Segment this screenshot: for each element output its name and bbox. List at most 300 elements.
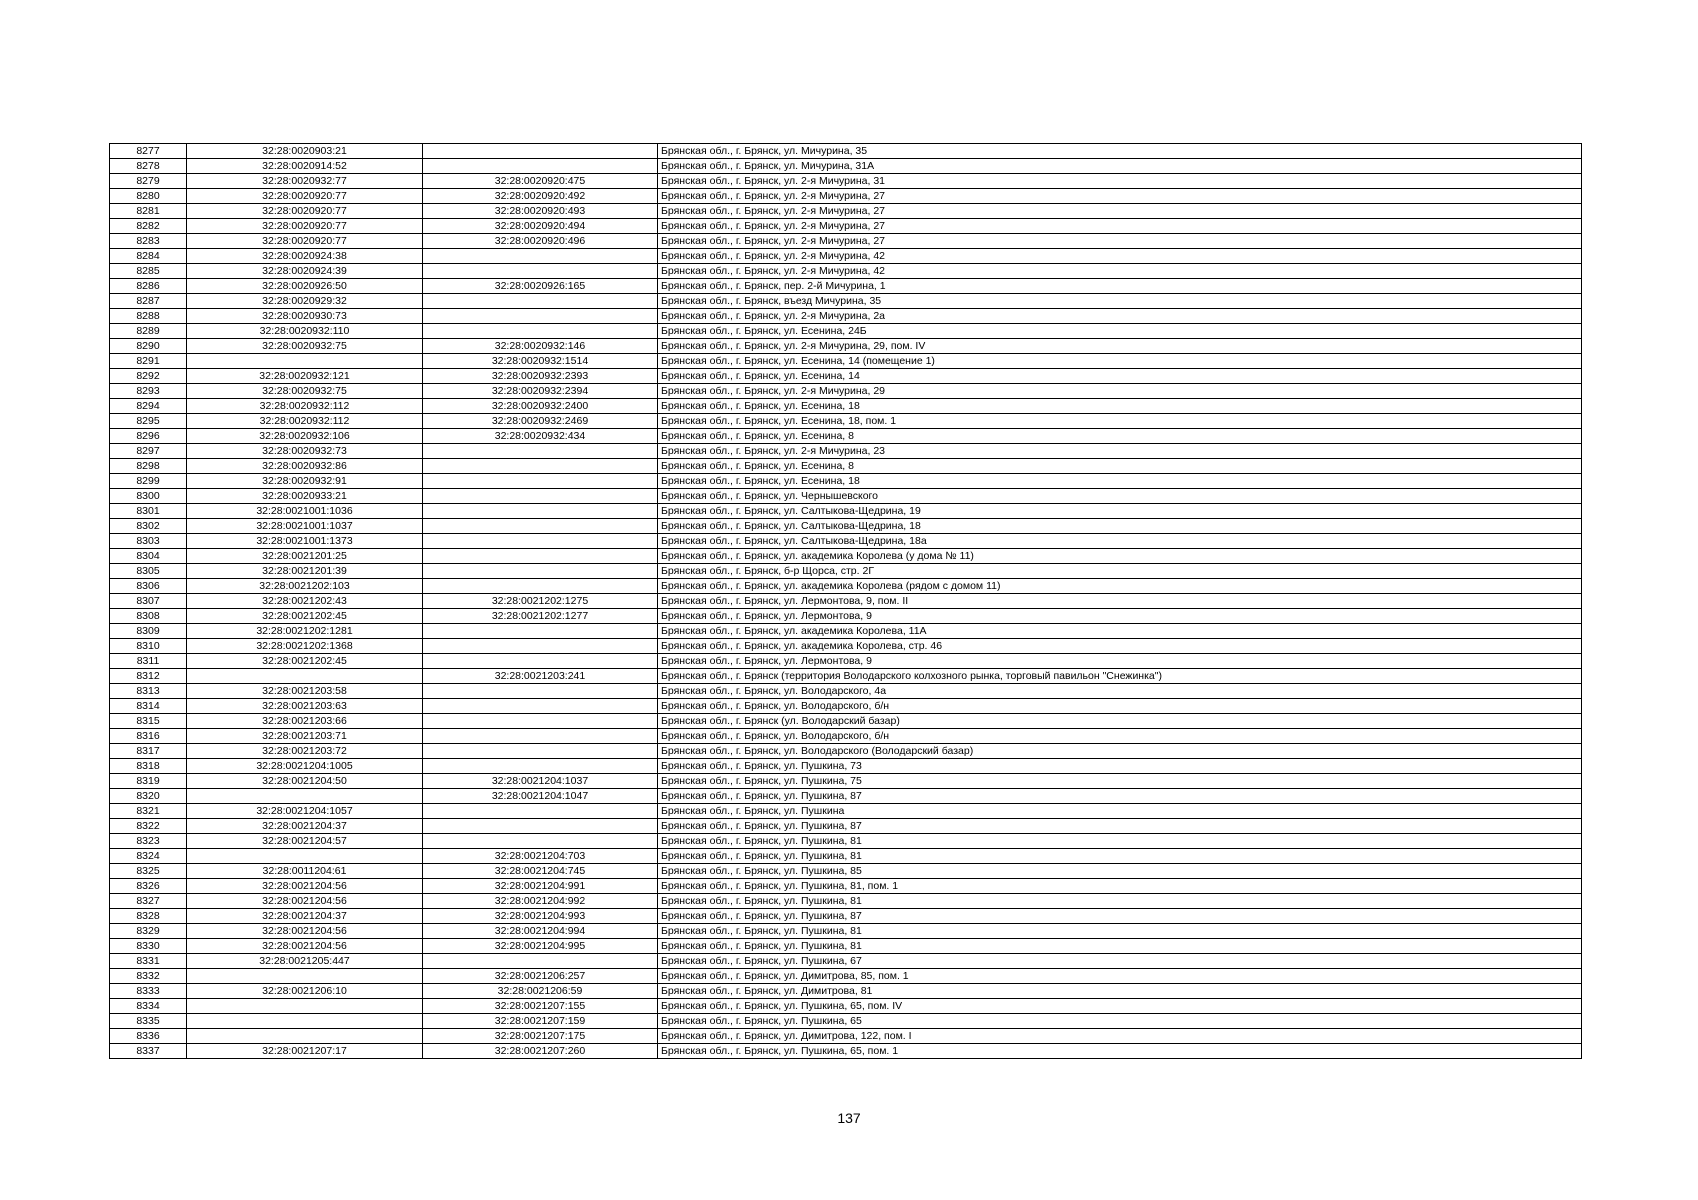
table-row <box>110 654 1582 669</box>
address-cell: Брянская обл., г. Брянск (территория Володарского колхозного рынка, торговый павильон "Снежинка") <box>658 669 1582 684</box>
table-row <box>110 894 1582 909</box>
table-row <box>110 489 1582 504</box>
table-row <box>110 684 1582 699</box>
land-cadastral-number-cell: 32:28:0020930:73 <box>187 309 423 324</box>
address-cell: Брянская обл., г. Брянск, ул. академика Королева (у дома № 11) <box>658 549 1582 564</box>
table-row <box>110 744 1582 759</box>
object-cadastral-number-cell <box>423 564 658 579</box>
table-row <box>110 294 1582 309</box>
object-cadastral-number-cell <box>423 549 658 564</box>
object-cadastral-number-cell <box>423 144 658 159</box>
land-cadastral-number-cell: 32:28:0021204:37 <box>187 909 423 924</box>
object-cadastral-number-cell: 32:28:0020920:492 <box>423 189 658 204</box>
address-cell: Брянская обл., г. Брянск, ул. Салтыкова-Щедрина, 18 <box>658 519 1582 534</box>
object-cadastral-number-cell: 32:28:0021204:994 <box>423 924 658 939</box>
address-cell: Брянская обл., г. Брянск, ул. Есенина, 14 <box>658 369 1582 384</box>
row-number-cell: 8324 <box>110 849 187 864</box>
table-row <box>110 609 1582 624</box>
object-cadastral-number-cell: 32:28:0020920:475 <box>423 174 658 189</box>
row-number-cell: 8299 <box>110 474 187 489</box>
land-cadastral-number-cell: 32:28:0021204:1057 <box>187 804 423 819</box>
table-row <box>110 324 1582 339</box>
object-cadastral-number-cell: 32:28:0021204:1047 <box>423 789 658 804</box>
land-cadastral-number-cell: 32:28:0021203:63 <box>187 699 423 714</box>
address-cell: Брянская обл., г. Брянск, б-р Щорса, стр. 2Г <box>658 564 1582 579</box>
address-cell: Брянская обл., г. Брянск, ул. Пушкина, 67 <box>658 954 1582 969</box>
object-cadastral-number-cell: 32:28:0021207:260 <box>423 1044 658 1059</box>
object-cadastral-number-cell: 32:28:0020932:434 <box>423 429 658 444</box>
row-number-cell: 8327 <box>110 894 187 909</box>
row-number-cell: 8302 <box>110 519 187 534</box>
table-row <box>110 534 1582 549</box>
table-row <box>110 924 1582 939</box>
address-cell: Брянская обл., г. Брянск, ул. Володарского, б/н <box>658 699 1582 714</box>
address-cell: Брянская обл., г. Брянск, ул. Пушкина, 73 <box>658 759 1582 774</box>
table-row <box>110 954 1582 969</box>
address-cell: Брянская обл., г. Брянск, ул. Есенина, 8 <box>658 429 1582 444</box>
row-number-cell: 8277 <box>110 144 187 159</box>
address-cell: Брянская обл., г. Брянск, ул. 2-я Мичурина, 27 <box>658 204 1582 219</box>
land-cadastral-number-cell: 32:28:0021202:103 <box>187 579 423 594</box>
address-cell: Брянская обл., г. Брянск, ул. академика Королева, 11А <box>658 624 1582 639</box>
object-cadastral-number-cell: 32:28:0021207:155 <box>423 999 658 1014</box>
row-number-cell: 8294 <box>110 399 187 414</box>
table-row <box>110 864 1582 879</box>
object-cadastral-number-cell <box>423 639 658 654</box>
address-cell: Брянская обл., г. Брянск, ул. Пушкина, 81 <box>658 849 1582 864</box>
object-cadastral-number-cell: 32:28:0021207:159 <box>423 1014 658 1029</box>
object-cadastral-number-cell: 32:28:0021206:257 <box>423 969 658 984</box>
row-number-cell: 8326 <box>110 879 187 894</box>
row-number-cell: 8320 <box>110 789 187 804</box>
row-number-cell: 8298 <box>110 459 187 474</box>
land-cadastral-number-cell: 32:28:0020932:75 <box>187 339 423 354</box>
row-number-cell: 8289 <box>110 324 187 339</box>
object-cadastral-number-cell: 32:28:0020920:494 <box>423 219 658 234</box>
land-cadastral-number-cell: 32:28:0021202:45 <box>187 609 423 624</box>
row-number-cell: 8315 <box>110 714 187 729</box>
land-cadastral-number-cell: 32:28:0020932:121 <box>187 369 423 384</box>
table-row <box>110 1014 1582 1029</box>
row-number-cell: 8336 <box>110 1029 187 1044</box>
land-cadastral-number-cell: 32:28:0021203:72 <box>187 744 423 759</box>
table-row <box>110 699 1582 714</box>
row-number-cell: 8280 <box>110 189 187 204</box>
land-cadastral-number-cell: 32:28:0021202:45 <box>187 654 423 669</box>
row-number-cell: 8314 <box>110 699 187 714</box>
address-cell: Брянская обл., г. Брянск, ул. Есенина, 14 (помещение 1) <box>658 354 1582 369</box>
row-number-cell: 8323 <box>110 834 187 849</box>
row-number-cell: 8295 <box>110 414 187 429</box>
row-number-cell: 8313 <box>110 684 187 699</box>
land-cadastral-number-cell <box>187 1029 423 1044</box>
row-number-cell: 8292 <box>110 369 187 384</box>
object-cadastral-number-cell <box>423 444 658 459</box>
address-cell: Брянская обл., г. Брянск, ул. академика Королева (рядом с домом 11) <box>658 579 1582 594</box>
object-cadastral-number-cell: 32:28:0020932:146 <box>423 339 658 354</box>
row-number-cell: 8318 <box>110 759 187 774</box>
address-cell: Брянская обл., г. Брянск, ул. Володарского (Володарский базар) <box>658 744 1582 759</box>
row-number-cell: 8288 <box>110 309 187 324</box>
object-cadastral-number-cell: 32:28:0021202:1277 <box>423 609 658 624</box>
row-number-cell: 8301 <box>110 504 187 519</box>
row-number-cell: 8325 <box>110 864 187 879</box>
row-number-cell: 8291 <box>110 354 187 369</box>
land-cadastral-number-cell: 32:28:0021207:17 <box>187 1044 423 1059</box>
address-cell: Брянская обл., г. Брянск, ул. Володарского, б/н <box>658 729 1582 744</box>
table-row <box>110 774 1582 789</box>
land-cadastral-number-cell: 32:28:0021202:43 <box>187 594 423 609</box>
land-cadastral-number-cell: 32:28:0020924:39 <box>187 264 423 279</box>
page-number: 137 <box>837 1110 861 1126</box>
land-cadastral-number-cell: 32:28:0021001:1373 <box>187 534 423 549</box>
row-number-cell: 8290 <box>110 339 187 354</box>
object-cadastral-number-cell: 32:28:0021204:992 <box>423 894 658 909</box>
address-cell: Брянская обл., г. Брянск, ул. Пушкина, 65, пом. 1 <box>658 1044 1582 1059</box>
land-cadastral-number-cell: 32:28:0020920:77 <box>187 219 423 234</box>
land-cadastral-number-cell: 32:28:0020920:77 <box>187 189 423 204</box>
address-cell: Брянская обл., г. Брянск, ул. 2-я Мичурина, 27 <box>658 219 1582 234</box>
land-cadastral-number-cell: 32:28:0020932:91 <box>187 474 423 489</box>
table-row <box>110 969 1582 984</box>
object-cadastral-number-cell: 32:28:0021202:1275 <box>423 594 658 609</box>
land-cadastral-number-cell: 32:28:0020929:32 <box>187 294 423 309</box>
object-cadastral-number-cell: 32:28:0021206:59 <box>423 984 658 999</box>
land-cadastral-number-cell <box>187 354 423 369</box>
address-cell: Брянская обл., г. Брянск, ул. 2-я Мичурина, 27 <box>658 189 1582 204</box>
object-cadastral-number-cell: 32:28:0021204:995 <box>423 939 658 954</box>
object-cadastral-number-cell <box>423 759 658 774</box>
address-cell: Брянская обл., г. Брянск, ул. Димитрова, 81 <box>658 984 1582 999</box>
land-cadastral-number-cell: 32:28:0020932:75 <box>187 384 423 399</box>
land-cadastral-number-cell: 32:28:0021205:447 <box>187 954 423 969</box>
row-number-cell: 8311 <box>110 654 187 669</box>
object-cadastral-number-cell <box>423 654 658 669</box>
object-cadastral-number-cell <box>423 834 658 849</box>
object-cadastral-number-cell <box>423 744 658 759</box>
row-number-cell: 8305 <box>110 564 187 579</box>
object-cadastral-number-cell: 32:28:0021204:745 <box>423 864 658 879</box>
table-row <box>110 159 1582 174</box>
address-cell: Брянская обл., г. Брянск, ул. Лермонтова, 9 <box>658 654 1582 669</box>
table-row <box>110 1029 1582 1044</box>
table-row <box>110 519 1582 534</box>
table-row <box>110 474 1582 489</box>
table-row <box>110 444 1582 459</box>
land-cadastral-number-cell <box>187 999 423 1014</box>
table-row <box>110 789 1582 804</box>
table-row <box>110 264 1582 279</box>
row-number-cell: 8333 <box>110 984 187 999</box>
table-row <box>110 369 1582 384</box>
table-row <box>110 714 1582 729</box>
object-cadastral-number-cell: 32:28:0020932:2393 <box>423 369 658 384</box>
table-row <box>110 144 1582 159</box>
table-row <box>110 1044 1582 1059</box>
address-cell: Брянская обл., г. Брянск, ул. Чернышевского <box>658 489 1582 504</box>
land-cadastral-number-cell: 32:28:0021001:1037 <box>187 519 423 534</box>
address-cell: Брянская обл., г. Брянск, ул. Мичурина, 31А <box>658 159 1582 174</box>
address-cell: Брянская обл., г. Брянск, ул. Пушкина, 81 <box>658 924 1582 939</box>
object-cadastral-number-cell: 32:28:0021204:1037 <box>423 774 658 789</box>
land-cadastral-number-cell: 32:28:0020903:21 <box>187 144 423 159</box>
row-number-cell: 8300 <box>110 489 187 504</box>
land-cadastral-number-cell: 32:28:0021206:10 <box>187 984 423 999</box>
object-cadastral-number-cell: 32:28:0021204:991 <box>423 879 658 894</box>
address-cell: Брянская обл., г. Брянск, ул. 2-я Мичурина, 42 <box>658 264 1582 279</box>
land-cadastral-number-cell: 32:28:0020933:21 <box>187 489 423 504</box>
object-cadastral-number-cell: 32:28:0020920:493 <box>423 204 658 219</box>
table-row <box>110 219 1582 234</box>
table-row <box>110 204 1582 219</box>
land-cadastral-number-cell <box>187 1014 423 1029</box>
row-number-cell: 8328 <box>110 909 187 924</box>
row-number-cell: 8330 <box>110 939 187 954</box>
land-cadastral-number-cell: 32:28:0021201:39 <box>187 564 423 579</box>
land-cadastral-number-cell: 32:28:0021202:1368 <box>187 639 423 654</box>
row-number-cell: 8335 <box>110 1014 187 1029</box>
row-number-cell: 8278 <box>110 159 187 174</box>
table-row <box>110 354 1582 369</box>
table-row <box>110 279 1582 294</box>
row-number-cell: 8284 <box>110 249 187 264</box>
row-number-cell: 8282 <box>110 219 187 234</box>
row-number-cell: 8306 <box>110 579 187 594</box>
address-cell: Брянская обл., г. Брянск, ул. академика Королева, стр. 46 <box>658 639 1582 654</box>
address-cell: Брянская обл., г. Брянск, ул. 2-я Мичурина, 2а <box>658 309 1582 324</box>
land-cadastral-number-cell: 32:28:0020914:52 <box>187 159 423 174</box>
object-cadastral-number-cell <box>423 489 658 504</box>
table-row <box>110 564 1582 579</box>
table-row <box>110 174 1582 189</box>
address-cell: Брянская обл., г. Брянск, ул. Пушкина, 75 <box>658 774 1582 789</box>
object-cadastral-number-cell <box>423 459 658 474</box>
land-cadastral-number-cell: 32:28:0021203:66 <box>187 714 423 729</box>
object-cadastral-number-cell <box>423 159 658 174</box>
object-cadastral-number-cell <box>423 579 658 594</box>
row-number-cell: 8322 <box>110 819 187 834</box>
address-cell: Брянская обл., г. Брянск, ул. Есенина, 24Б <box>658 324 1582 339</box>
object-cadastral-number-cell: 32:28:0020926:165 <box>423 279 658 294</box>
address-cell: Брянская обл., г. Брянск, ул. Есенина, 18 <box>658 474 1582 489</box>
land-cadastral-number-cell: 32:28:0021204:56 <box>187 924 423 939</box>
object-cadastral-number-cell: 32:28:0021204:703 <box>423 849 658 864</box>
land-cadastral-number-cell: 32:28:0020926:50 <box>187 279 423 294</box>
land-cadastral-number-cell: 32:28:0021203:58 <box>187 684 423 699</box>
land-cadastral-number-cell: 32:28:0020920:77 <box>187 204 423 219</box>
object-cadastral-number-cell <box>423 624 658 639</box>
address-cell: Брянская обл., г. Брянск, ул. 2-я Мичурина, 31 <box>658 174 1582 189</box>
row-number-cell: 8287 <box>110 294 187 309</box>
table-row <box>110 234 1582 249</box>
land-cadastral-number-cell: 32:28:0021204:57 <box>187 834 423 849</box>
table-row <box>110 909 1582 924</box>
table-row <box>110 669 1582 684</box>
address-cell: Брянская обл., г. Брянск, ул. Лермонтова, 9, пом. II <box>658 594 1582 609</box>
row-number-cell: 8279 <box>110 174 187 189</box>
land-cadastral-number-cell: 32:28:0021204:1005 <box>187 759 423 774</box>
object-cadastral-number-cell: 32:28:0020932:2469 <box>423 414 658 429</box>
address-cell: Брянская обл., г. Брянск, ул. Салтыкова-Щедрина, 18а <box>658 534 1582 549</box>
address-cell: Брянская обл., г. Брянск, ул. 2-я Мичурина, 29, пом. IV <box>658 339 1582 354</box>
address-cell: Брянская обл., г. Брянск, ул. 2-я Мичурина, 27 <box>658 234 1582 249</box>
table-row <box>110 309 1582 324</box>
table-row <box>110 999 1582 1014</box>
row-number-cell: 8297 <box>110 444 187 459</box>
address-cell: Брянская обл., г. Брянск, ул. Мичурина, 35 <box>658 144 1582 159</box>
table-row <box>110 549 1582 564</box>
table-row <box>110 384 1582 399</box>
row-number-cell: 8285 <box>110 264 187 279</box>
object-cadastral-number-cell <box>423 804 658 819</box>
registry-table <box>109 143 1582 1059</box>
land-cadastral-number-cell <box>187 669 423 684</box>
object-cadastral-number-cell: 32:28:0021204:993 <box>423 909 658 924</box>
address-cell: Брянская обл., г. Брянск, ул. Димитрова, 122, пом. I <box>658 1029 1582 1044</box>
table-row <box>110 414 1582 429</box>
address-cell: Брянская обл., г. Брянск, пер. 2-й Мичурина, 1 <box>658 279 1582 294</box>
object-cadastral-number-cell <box>423 324 658 339</box>
address-cell: Брянская обл., г. Брянск, ул. Пушкина, 87 <box>658 789 1582 804</box>
address-cell: Брянская обл., г. Брянск, ул. Есенина, 18, пом. 1 <box>658 414 1582 429</box>
object-cadastral-number-cell <box>423 534 658 549</box>
address-cell: Брянская обл., г. Брянск, ул. 2-я Мичурина, 23 <box>658 444 1582 459</box>
land-cadastral-number-cell: 32:28:0020932:106 <box>187 429 423 444</box>
row-number-cell: 8309 <box>110 624 187 639</box>
address-cell: Брянская обл., г. Брянск, ул. Есенина, 18 <box>658 399 1582 414</box>
land-cadastral-number-cell: 32:28:0021204:37 <box>187 819 423 834</box>
table-row <box>110 429 1582 444</box>
table-row <box>110 834 1582 849</box>
row-number-cell: 8321 <box>110 804 187 819</box>
row-number-cell: 8312 <box>110 669 187 684</box>
object-cadastral-number-cell: 32:28:0021203:241 <box>423 669 658 684</box>
land-cadastral-number-cell: 32:28:0020932:77 <box>187 174 423 189</box>
land-cadastral-number-cell: 32:28:0020932:112 <box>187 399 423 414</box>
row-number-cell: 8304 <box>110 549 187 564</box>
object-cadastral-number-cell: 32:28:0020932:2394 <box>423 384 658 399</box>
address-cell: Брянская обл., г. Брянск, въезд Мичурина, 35 <box>658 294 1582 309</box>
object-cadastral-number-cell <box>423 309 658 324</box>
address-cell: Брянская обл., г. Брянск, ул. Пушкина, 81 <box>658 939 1582 954</box>
table-row <box>110 579 1582 594</box>
address-cell: Брянская обл., г. Брянск, ул. Салтыкова-Щедрина, 19 <box>658 504 1582 519</box>
address-cell: Брянская обл., г. Брянск, ул. Лермонтова, 9 <box>658 609 1582 624</box>
table-row <box>110 249 1582 264</box>
row-number-cell: 8317 <box>110 744 187 759</box>
land-cadastral-number-cell: 32:28:0011204:61 <box>187 864 423 879</box>
address-cell: Брянская обл., г. Брянск, ул. Володарского, 4а <box>658 684 1582 699</box>
table-row <box>110 729 1582 744</box>
object-cadastral-number-cell <box>423 294 658 309</box>
address-cell: Брянская обл., г. Брянск, ул. Пушкина, 85 <box>658 864 1582 879</box>
registry-table-body <box>110 144 1582 1059</box>
row-number-cell: 8319 <box>110 774 187 789</box>
object-cadastral-number-cell: 32:28:0021207:175 <box>423 1029 658 1044</box>
address-cell: Брянская обл., г. Брянск (ул. Володарский базар) <box>658 714 1582 729</box>
land-cadastral-number-cell: 32:28:0021203:71 <box>187 729 423 744</box>
land-cadastral-number-cell: 32:28:0020932:86 <box>187 459 423 474</box>
table-row <box>110 939 1582 954</box>
row-number-cell: 8310 <box>110 639 187 654</box>
land-cadastral-number-cell: 32:28:0020924:38 <box>187 249 423 264</box>
object-cadastral-number-cell <box>423 699 658 714</box>
land-cadastral-number-cell: 32:28:0021204:56 <box>187 939 423 954</box>
row-number-cell: 8281 <box>110 204 187 219</box>
land-cadastral-number-cell: 32:28:0021202:1281 <box>187 624 423 639</box>
land-cadastral-number-cell: 32:28:0021201:25 <box>187 549 423 564</box>
address-cell: Брянская обл., г. Брянск, ул. Пушкина, 65 <box>658 1014 1582 1029</box>
land-cadastral-number-cell: 32:28:0020932:110 <box>187 324 423 339</box>
object-cadastral-number-cell <box>423 729 658 744</box>
object-cadastral-number-cell: 32:28:0020920:496 <box>423 234 658 249</box>
land-cadastral-number-cell <box>187 969 423 984</box>
row-number-cell: 8316 <box>110 729 187 744</box>
row-number-cell: 8307 <box>110 594 187 609</box>
object-cadastral-number-cell <box>423 714 658 729</box>
row-number-cell: 8308 <box>110 609 187 624</box>
object-cadastral-number-cell <box>423 519 658 534</box>
table-row <box>110 459 1582 474</box>
table-row <box>110 759 1582 774</box>
table-row <box>110 849 1582 864</box>
table-row <box>110 879 1582 894</box>
object-cadastral-number-cell <box>423 474 658 489</box>
object-cadastral-number-cell <box>423 504 658 519</box>
land-cadastral-number-cell: 32:28:0021001:1036 <box>187 504 423 519</box>
table-row <box>110 504 1582 519</box>
address-cell: Брянская обл., г. Брянск, ул. Пушкина, 81 <box>658 834 1582 849</box>
row-number-cell: 8331 <box>110 954 187 969</box>
object-cadastral-number-cell: 32:28:0020932:2400 <box>423 399 658 414</box>
address-cell: Брянская обл., г. Брянск, ул. 2-я Мичурина, 29 <box>658 384 1582 399</box>
row-number-cell: 8337 <box>110 1044 187 1059</box>
row-number-cell: 8296 <box>110 429 187 444</box>
table-row <box>110 804 1582 819</box>
land-cadastral-number-cell: 32:28:0021204:50 <box>187 774 423 789</box>
row-number-cell: 8329 <box>110 924 187 939</box>
object-cadastral-number-cell <box>423 264 658 279</box>
land-cadastral-number-cell: 32:28:0020932:73 <box>187 444 423 459</box>
table-row <box>110 189 1582 204</box>
address-cell: Брянская обл., г. Брянск, ул. Пушкина, 81, пом. 1 <box>658 879 1582 894</box>
row-number-cell: 8293 <box>110 384 187 399</box>
object-cadastral-number-cell: 32:28:0020932:1514 <box>423 354 658 369</box>
address-cell: Брянская обл., г. Брянск, ул. Есенина, 8 <box>658 459 1582 474</box>
object-cadastral-number-cell <box>423 684 658 699</box>
land-cadastral-number-cell <box>187 789 423 804</box>
table-row <box>110 339 1582 354</box>
land-cadastral-number-cell: 32:28:0021204:56 <box>187 894 423 909</box>
address-cell: Брянская обл., г. Брянск, ул. Пушкина, 81 <box>658 894 1582 909</box>
table-row <box>110 624 1582 639</box>
land-cadastral-number-cell: 32:28:0020920:77 <box>187 234 423 249</box>
land-cadastral-number-cell: 32:28:0020932:112 <box>187 414 423 429</box>
object-cadastral-number-cell <box>423 249 658 264</box>
row-number-cell: 8286 <box>110 279 187 294</box>
row-number-cell: 8334 <box>110 999 187 1014</box>
table-row <box>110 984 1582 999</box>
address-cell: Брянская обл., г. Брянск, ул. Пушкина, 87 <box>658 819 1582 834</box>
row-number-cell: 8303 <box>110 534 187 549</box>
row-number-cell: 8332 <box>110 969 187 984</box>
table-row <box>110 819 1582 834</box>
address-cell: Брянская обл., г. Брянск, ул. Пушкина, 65, пом. IV <box>658 999 1582 1014</box>
address-cell: Брянская обл., г. Брянск, ул. Пушкина, 87 <box>658 909 1582 924</box>
table-row <box>110 399 1582 414</box>
address-cell: Брянская обл., г. Брянск, ул. Димитрова, 85, пом. 1 <box>658 969 1582 984</box>
address-cell: Брянская обл., г. Брянск, ул. 2-я Мичурина, 42 <box>658 249 1582 264</box>
